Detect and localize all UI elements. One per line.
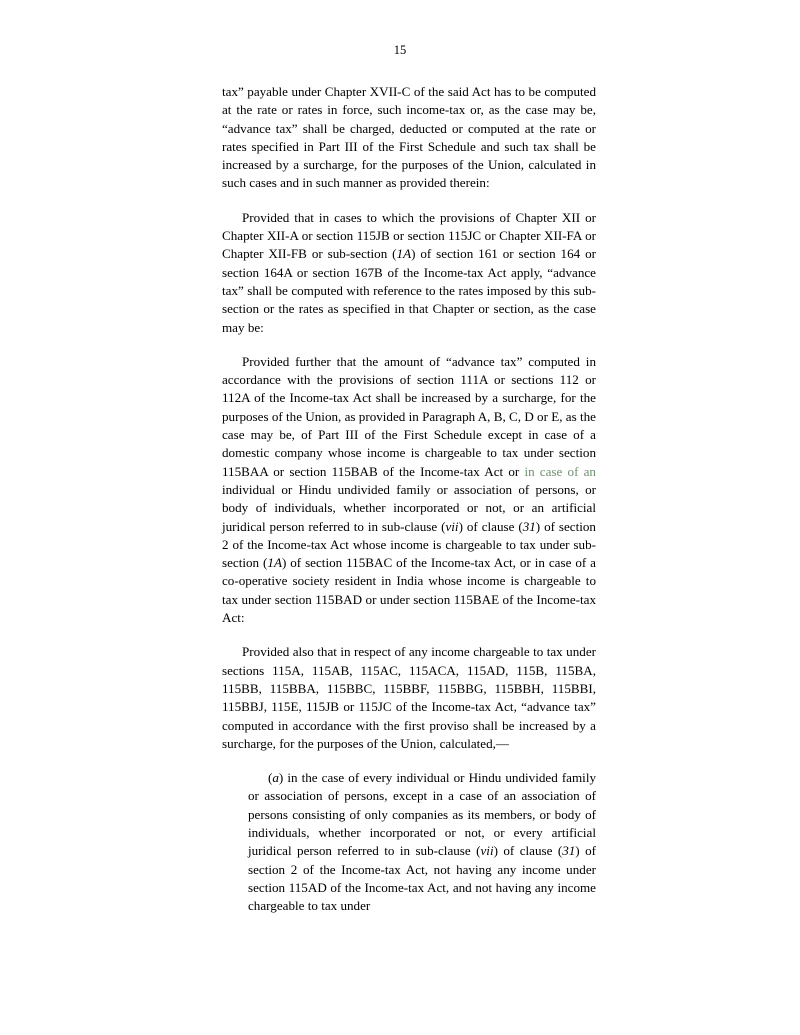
text-run: ) of section 161 or section 164 or section 164A or section 167B of the Income-tax Act apply, “advance tax” shall be computed with reference to the rates imposed by this sub-section or the rates as specified in that Chapter or section, as the case may be:: [222, 246, 596, 335]
text-run: ) of section 115BAC of the Income-tax Act, or in case of a co-operative society resident in India whose income is chargeable to tax under section 115BAD or under section 115BAE of the Income-tax Act:: [222, 555, 596, 626]
document-paragraph: [222, 209, 596, 337]
inserted-text-run: in case of an: [524, 463, 596, 479]
text-run: tax” payable under Chapter XVII-C of the said Act has to be computed at the rate or rates in force, such income-tax or, as the case may be, “advance tax” shall be charged, deducted or computed at the rate or rates specified in Part III of the First Schedule and such tax shall be increased by a surcharge, for the purposes of the Union, calculated in such cases and in such manner as provided therein:: [222, 84, 596, 191]
italic-text-run: 1A: [396, 246, 412, 262]
text-run: ) in the case of every individual or Hindu undivided family or association of persons, except in a case of an association of persons consisting of only companies as its members, or body of individuals, whether incorporated or not, or every artificial juridical person referred to in sub-clause (: [248, 770, 596, 859]
italic-text-run: 31: [522, 518, 536, 534]
text-run: Provided further that the amount of “advance tax” computed in accordance with the provisions of section 111A or sections 112 or 112A of the Income-tax Act shall be increased by a surcharge, for the purposes of the Union, as provided in Paragraph A, B, C, D or E, as the case may be, of Part III of the First Schedule except in case of a domestic company whose income is chargeable to tax under section 115BAA or section 115BAB of the Income-tax Act or: [222, 353, 596, 479]
document-sub-paragraph: [248, 769, 596, 915]
document-paragraph: [222, 353, 596, 627]
document-paragraph: [222, 83, 596, 193]
italic-text-run: vii: [445, 518, 459, 534]
text-run: ) of section 2 of the Income-tax Act, not having any income under section 115AD of the Income-tax Act, and not having any income chargeable to tax under: [248, 843, 596, 914]
page-number: 15: [393, 43, 407, 57]
italic-text-run: vii: [480, 843, 494, 859]
text-run: Provided also that in respect of any income chargeable to tax under sections 115A, 115AB, 115AC, 115ACA, 115AD, 115B, 115BA, 115BB, 115BBA, 115BBC, 115BBF, 115BBG, 115BBH, 115BBI, 115BBJ, 115E, 115JB or 115JC of the Income-tax Act, “advance tax” computed in accordance with the first proviso shall be increased by a surcharge, for the purposes of the Union, calculated,—: [222, 644, 596, 751]
italic-text-run: a: [272, 770, 279, 786]
text-run: ) of section 2 of the Income-tax Act whose income is chargeable to tax under sub-section (: [222, 518, 596, 571]
document-paragraph: [222, 643, 596, 753]
text-run: individual or Hindu undivided family or association of persons, or body of individuals, whether incorporated or not, or an artificial juridical person referred to in sub-clause (: [222, 481, 596, 534]
text-run: ) of clause (: [458, 518, 523, 534]
text-run: (: [268, 770, 273, 786]
text-run: Provided that in cases to which the provisions of Chapter XII or Chapter XII-A or section 115JB or section 115JC or Chapter XII-FA or Chapter XII-FB or sub-section (: [222, 209, 596, 262]
document-body: [222, 83, 596, 931]
text-run: ) of clause (: [493, 843, 563, 859]
italic-text-run: 1A: [267, 555, 282, 571]
italic-text-run: 31: [562, 843, 576, 859]
